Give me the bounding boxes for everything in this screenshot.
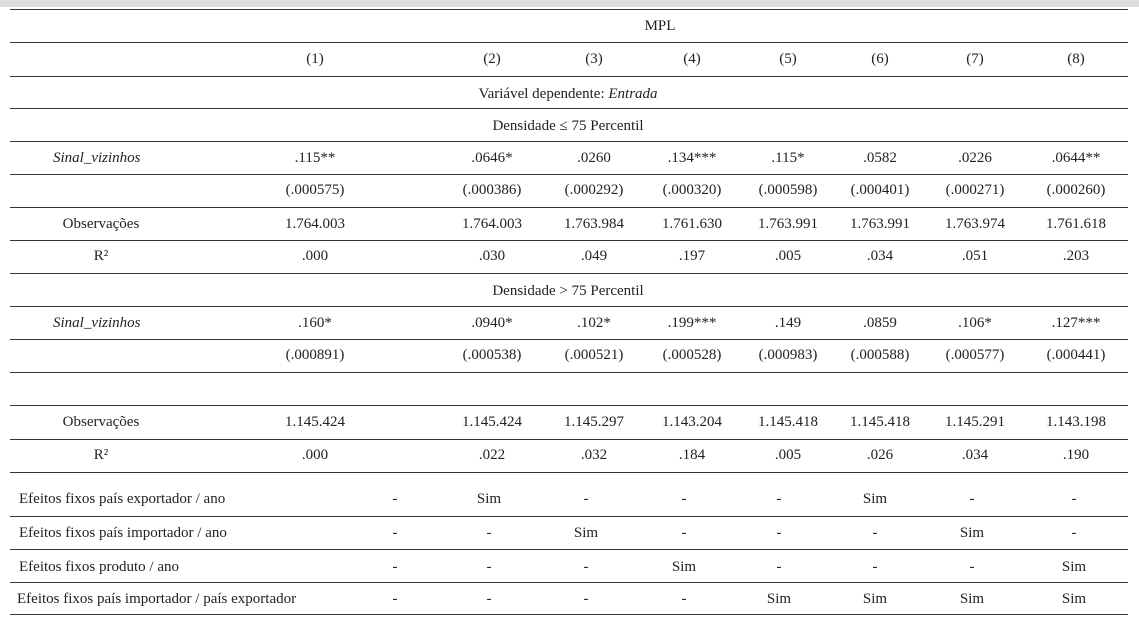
coefficient-cell: .127*** <box>1051 315 1101 331</box>
r2-cell: .203 <box>1062 248 1090 264</box>
coefficient-cell: .0226 <box>958 150 992 166</box>
fixed-effects-cell: Sim <box>959 591 985 607</box>
r2-cell: .049 <box>580 248 608 264</box>
fixed-effects-cell: Sim <box>671 559 697 575</box>
fixed-effects-cell: - <box>486 525 492 541</box>
fixed-effects-cell: - <box>776 525 782 541</box>
fixed-effects-cell: - <box>392 491 398 507</box>
std-error-cell: (.000598) <box>758 182 818 198</box>
table-rule <box>10 141 1128 142</box>
panel-title: Densidade > 75 Percentil <box>492 283 644 299</box>
fixed-effects-cell: - <box>583 491 589 507</box>
observations-cell: 1.763.974 <box>945 216 1005 232</box>
fixed-effects-cell: - <box>681 525 687 541</box>
table-rule <box>10 240 1128 241</box>
r2-cell: .197 <box>678 248 706 264</box>
coefficient-cell: .0582 <box>863 150 897 166</box>
coefficient-cell: .199*** <box>667 315 717 331</box>
table-rule <box>10 108 1128 109</box>
column-header: (5) <box>779 51 797 67</box>
variable-label: Sinal_vizinhos <box>53 315 141 331</box>
r2-cell: .051 <box>961 248 989 264</box>
fixed-effects-cell: Sim <box>862 491 888 507</box>
table-rule <box>10 549 1128 550</box>
fixed-effects-cell: Sim <box>573 525 599 541</box>
coefficient-cell: .106* <box>958 315 992 331</box>
fixed-effects-cell: Sim <box>476 491 502 507</box>
table-rule <box>10 207 1128 208</box>
fixed-effects-label: Efeitos fixos país importador / ano <box>19 525 227 541</box>
std-error-cell: (.000386) <box>462 182 522 198</box>
column-header: (6) <box>871 51 889 67</box>
table-rule <box>10 9 1128 10</box>
r2-cell: .190 <box>1062 447 1090 463</box>
fixed-effects-cell: - <box>776 491 782 507</box>
coefficient-cell: .102* <box>577 315 611 331</box>
r2-cell: .005 <box>774 447 802 463</box>
fixed-effects-label: Efeitos fixos país importador / país exportador <box>17 591 297 607</box>
dependent-variable-caption <box>368 85 768 103</box>
dependent-variable-value: Entrada <box>604 86 658 102</box>
coefficient-cell: .134*** <box>667 150 717 166</box>
std-error-cell: (.000401) <box>850 182 910 198</box>
coefficient-cell: .160* <box>298 315 332 331</box>
fixed-effects-cell: - <box>392 525 398 541</box>
observations-cell: 1.145.297 <box>564 414 624 430</box>
std-error-cell: (.000575) <box>285 182 345 198</box>
fixed-effects-cell: - <box>776 559 782 575</box>
observations-cell: 1.143.204 <box>662 414 722 430</box>
std-error-cell: (.000588) <box>850 347 910 363</box>
coefficient-cell: .0646* <box>471 150 513 166</box>
observations-cell: 1.763.991 <box>758 216 818 232</box>
column-header: (8) <box>1067 51 1085 67</box>
observations-cell: 1.764.003 <box>285 216 345 232</box>
std-error-cell: (.000271) <box>945 182 1005 198</box>
coefficient-cell: .0940* <box>471 315 513 331</box>
std-error-cell: (.000260) <box>1046 182 1106 198</box>
observations-cell: 1.145.418 <box>850 414 910 430</box>
table-rule <box>10 439 1128 440</box>
table-rule <box>10 614 1128 615</box>
fixed-effects-cell: - <box>872 525 878 541</box>
r2-label: R² <box>93 447 109 463</box>
observations-cell: 1.143.198 <box>1046 414 1106 430</box>
std-error-cell: (.000292) <box>564 182 624 198</box>
std-error-cell: (.000320) <box>662 182 722 198</box>
std-error-cell: (.000441) <box>1046 347 1106 363</box>
table-rule <box>10 582 1128 583</box>
fixed-effects-cell: Sim <box>1061 559 1087 575</box>
r2-cell: .034 <box>961 447 989 463</box>
std-error-cell: (.000528) <box>662 347 722 363</box>
fixed-effects-cell: - <box>872 559 878 575</box>
column-header: (1) <box>306 51 324 67</box>
observations-cell: 1.761.618 <box>1046 216 1106 232</box>
fixed-effects-cell: - <box>681 591 687 607</box>
r2-cell: .005 <box>774 248 802 264</box>
std-error-cell: (.000538) <box>462 347 522 363</box>
table-rule <box>10 306 1128 307</box>
fixed-effects-cell: Sim <box>959 525 985 541</box>
table-rule <box>10 339 1128 340</box>
fixed-effects-cell: - <box>969 491 975 507</box>
fixed-effects-cell: Sim <box>862 591 888 607</box>
fixed-effects-cell: - <box>1071 491 1077 507</box>
r2-cell: .026 <box>866 447 894 463</box>
dependent-variable-label: Variável dependente: <box>478 86 605 102</box>
r2-cell: .000 <box>301 248 329 264</box>
coefficient-cell: .149 <box>774 315 802 331</box>
fixed-effects-cell: - <box>583 559 589 575</box>
fixed-effects-cell: - <box>486 591 492 607</box>
r2-cell: .184 <box>678 447 706 463</box>
observations-cell: 1.763.984 <box>564 216 624 232</box>
std-error-cell: (.000983) <box>758 347 818 363</box>
fixed-effects-cell: - <box>969 559 975 575</box>
r2-cell: .032 <box>580 447 608 463</box>
fixed-effects-cell: - <box>392 559 398 575</box>
top-edge <box>0 0 1139 7</box>
column-header: (4) <box>683 51 701 67</box>
table-rule <box>10 76 1128 77</box>
table-rule <box>10 174 1128 175</box>
panel-title: Densidade ≤ 75 Percentil <box>492 118 644 134</box>
table-rule <box>10 372 1128 373</box>
observations-cell: 1.763.991 <box>850 216 910 232</box>
variable-label: Sinal_vizinhos <box>53 150 141 166</box>
coefficient-cell: .0859 <box>863 315 897 331</box>
table-rule <box>10 273 1128 274</box>
coefficient-cell: .0644** <box>1051 150 1101 166</box>
r2-cell: .034 <box>866 248 894 264</box>
table-rule <box>10 516 1128 517</box>
observations-cell: 1.145.418 <box>758 414 818 430</box>
r2-cell: .000 <box>301 447 329 463</box>
table-rule <box>10 472 1128 473</box>
observations-cell: 1.761.630 <box>662 216 722 232</box>
fixed-effects-cell: - <box>1071 525 1077 541</box>
fixed-effects-label: Efeitos fixos produto / ano <box>19 559 179 575</box>
fixed-effects-cell: Sim <box>766 591 792 607</box>
fixed-effects-cell: - <box>392 591 398 607</box>
column-header: (7) <box>966 51 984 67</box>
observations-cell: 1.145.424 <box>462 414 522 430</box>
coefficient-cell: .115* <box>771 150 805 166</box>
group-title: MPL <box>644 18 676 34</box>
r2-cell: .022 <box>478 447 506 463</box>
coefficient-cell: .115** <box>294 150 336 166</box>
r2-cell: .030 <box>478 248 506 264</box>
table-rule <box>10 42 1128 43</box>
coefficient-cell: .0260 <box>577 150 611 166</box>
column-header: (2) <box>483 51 501 67</box>
observations-cell: 1.145.291 <box>945 414 1005 430</box>
std-error-cell: (.000891) <box>285 347 345 363</box>
fixed-effects-cell: Sim <box>1061 591 1087 607</box>
r2-label: R² <box>93 248 109 264</box>
std-error-cell: (.000577) <box>945 347 1005 363</box>
observations-label: Observações <box>62 414 140 430</box>
fixed-effects-cell: - <box>486 559 492 575</box>
fixed-effects-cell: - <box>681 491 687 507</box>
table-rule <box>10 405 1128 406</box>
column-header: (3) <box>585 51 603 67</box>
std-error-cell: (.000521) <box>564 347 624 363</box>
observations-label: Observações <box>62 216 140 232</box>
fixed-effects-label: Efeitos fixos país exportador / ano <box>19 491 226 507</box>
fixed-effects-cell: - <box>583 591 589 607</box>
observations-cell: 1.145.424 <box>285 414 345 430</box>
observations-cell: 1.764.003 <box>462 216 522 232</box>
